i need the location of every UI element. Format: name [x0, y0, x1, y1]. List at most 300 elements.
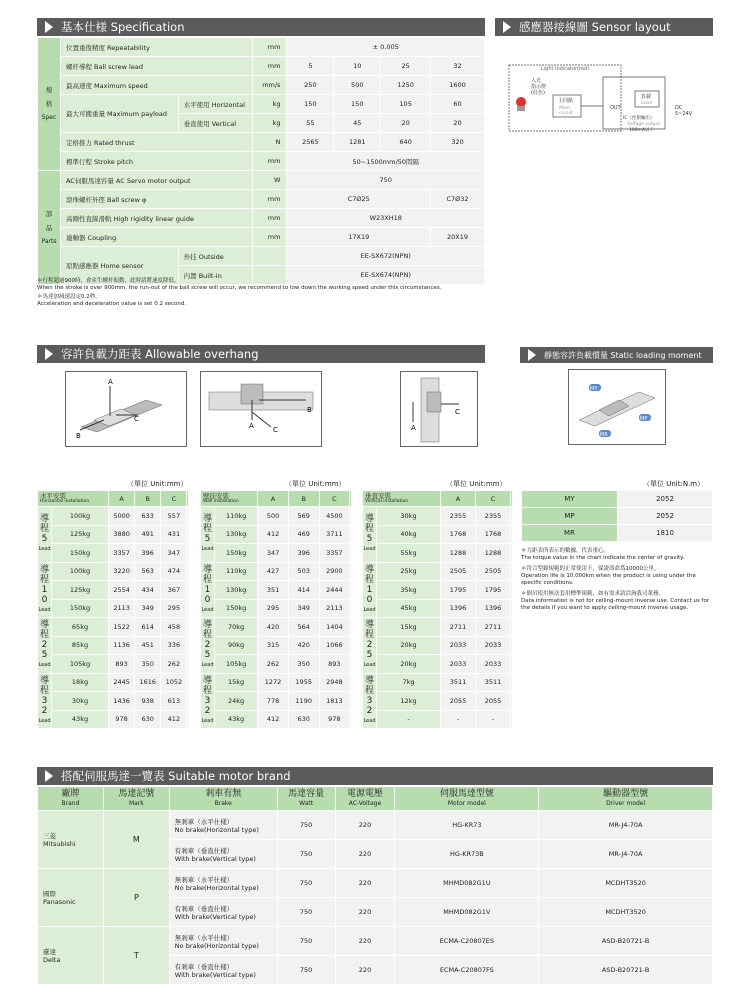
value-cell: 1795	[441, 581, 476, 600]
load-cell: 150kg	[52, 599, 109, 618]
overhang-row	[201, 618, 352, 637]
spec-value: 105	[381, 95, 431, 114]
overhang-row	[363, 562, 513, 581]
sensor-light-label: Light indicator(red)	[541, 66, 590, 72]
value-cell: 295	[161, 599, 187, 618]
overhang-spacer	[350, 581, 352, 600]
unit-label-4: （單位 Unit:N.m）	[643, 480, 705, 488]
brake-cell: 無剎車（水平仕樣） No brake(Horizontal type)	[169, 927, 277, 956]
svg-text:指示燈: 指示燈	[531, 84, 547, 90]
spec-value: 20	[431, 114, 485, 133]
load-cell: 100kg	[52, 562, 109, 581]
arrow-icon	[503, 21, 511, 33]
load-cell: 25kg	[377, 562, 441, 581]
svg-text:MP: MP	[640, 416, 648, 422]
motor-col-head: 驅動器型號 Driver model	[539, 787, 713, 811]
value-cell: 458	[161, 618, 187, 637]
value-cell: 336	[161, 636, 187, 655]
spec-label: 滾珠螺杆外徑 Ball screw φ	[60, 190, 252, 209]
value-cell: 563	[135, 562, 161, 581]
value-cell: 3880	[109, 525, 135, 544]
value-cell: 2445	[109, 673, 135, 692]
value-cell: 396	[288, 544, 319, 563]
value-cell: 614	[135, 618, 161, 637]
load-cell: 110kg	[215, 507, 258, 526]
brake-cell: 有剎車（垂直仕樣） With brake(Vertical type)	[169, 898, 277, 927]
overhang-col-head: C	[319, 491, 350, 507]
value-cell: 893	[109, 655, 135, 674]
overhang-row	[363, 710, 513, 729]
svg-text:C: C	[134, 415, 139, 423]
spec-label: 螺杆導程 Ball screw lead	[60, 57, 252, 76]
static-row	[522, 508, 713, 525]
spec-side-label: 規 格 Spec	[38, 38, 61, 171]
lead-label: 導 程 5 Lead	[363, 507, 377, 563]
static-row	[522, 525, 713, 542]
overhang-head-row	[201, 491, 352, 507]
overhang-row	[363, 655, 513, 674]
spec-value: 250	[287, 76, 334, 95]
overhang-spacer	[187, 544, 189, 563]
spec-label: 連軸器 Coupling	[60, 228, 252, 247]
value-cell: 3357	[109, 544, 135, 563]
brake-cell: 有剎車（垂直仕樣） With brake(Vertical type)	[169, 956, 277, 985]
value-cell: 1288	[476, 544, 511, 563]
sensor-diagram	[495, 37, 713, 137]
overhang-spacer	[350, 491, 352, 507]
value-cell: 1616	[135, 673, 161, 692]
spec-label: 最大可搬重量 Maximum payload	[60, 95, 178, 133]
spec-value: 500	[334, 76, 381, 95]
spec-unit: kg	[252, 95, 287, 114]
svg-text:circuit: circuit	[559, 111, 573, 116]
value-cell: 1396	[441, 599, 476, 618]
static-key: MP	[522, 508, 618, 525]
overhang-col-head: A	[441, 491, 476, 507]
arrow-icon	[528, 349, 536, 361]
wall-table	[200, 490, 352, 729]
static-notes: ＊力距表所表示的數據，代表重心。 The torque value in the chart indicate the center of gravity. ＊符合型錄規範的正常使用下，保證壽命爲10000公里。 Operation life is 10,000km when the product is using under the specific conditions. ＊倒吊使用無法套用標準規範，如有需求請洽詢我司業務。 Data information is not for ceiling-mount inverse use. Contact us for the details if you want to apply ceiling-mount inverse usage.	[521, 548, 710, 611]
value-cell: 500	[258, 507, 289, 526]
motor-value: 220	[335, 840, 395, 869]
overhang-header: 容許負載力距表 Allowable overhang	[37, 345, 485, 363]
value-cell: 350	[288, 655, 319, 674]
motor-value: 220	[335, 811, 395, 840]
overhang-row	[201, 525, 352, 544]
value-cell: 978	[319, 710, 350, 729]
unit-label-1: （單位 Unit:mm）	[127, 480, 188, 488]
overhang-row	[201, 673, 352, 692]
value-cell: 262	[258, 655, 289, 674]
overhang-row	[201, 562, 352, 581]
spec-value: 20	[381, 114, 431, 133]
overhang-row	[363, 636, 513, 655]
value-cell: 978	[109, 710, 135, 729]
value-cell: 2948	[319, 673, 350, 692]
overhang-row	[38, 692, 189, 711]
spec-label: AC伺服馬達容量 AC Servo motor output	[60, 171, 252, 190]
overhang-row	[38, 581, 189, 600]
overhang-row	[201, 581, 352, 600]
value-cell: 3357	[319, 544, 350, 563]
overhang-row	[38, 544, 189, 563]
value-cell: 469	[288, 525, 319, 544]
motor-value: 220	[335, 898, 395, 927]
load-cell: 130kg	[215, 525, 258, 544]
spec-sublabel: 垂直使用 Vertical	[178, 114, 252, 133]
spec-value: 32	[431, 57, 485, 76]
overhang-col-head: B	[288, 491, 319, 507]
overhang-spacer	[350, 507, 352, 526]
overhang-head: 水平安裝 Horizontal installation	[38, 491, 109, 507]
brand-cell: 三菱 Mitsubishi	[38, 811, 104, 869]
overhang-spacer	[350, 544, 352, 563]
overhang-row	[38, 655, 189, 674]
motor-value: MCDHT3520	[539, 898, 713, 927]
load-cell: 105kg	[215, 655, 258, 674]
svg-text:負載: 負載	[641, 94, 652, 100]
svg-text:DC: DC	[675, 105, 683, 111]
spec-label: 原點感應器 Home sensor	[60, 247, 178, 285]
brand-cell: 國際 Panasonic	[38, 869, 104, 927]
value-cell: 2033	[476, 636, 511, 655]
overhang-spacer	[350, 562, 352, 581]
value-cell: 557	[161, 507, 187, 526]
svg-text:Voltage output: Voltage output	[627, 122, 661, 127]
static-value: 2052	[618, 508, 713, 525]
overhang-row	[201, 710, 352, 729]
overhang-spacer	[187, 507, 189, 526]
spec-unit	[252, 247, 287, 266]
overhang-spacer	[187, 562, 189, 581]
value-cell: 630	[135, 710, 161, 729]
overhang-col-head: B	[135, 491, 161, 507]
motor-header: 搭配伺服馬達一覽表 Suitable motor brand	[37, 767, 713, 785]
spec-value: ± 0.005	[287, 38, 485, 57]
spec-value: 45	[334, 114, 381, 133]
overhang-spacer	[510, 599, 512, 618]
static-row	[522, 491, 713, 508]
overhang-row	[363, 673, 513, 692]
spec-value: 25	[381, 57, 431, 76]
motor-table	[37, 786, 713, 985]
overhang-spacer	[187, 636, 189, 655]
motor-value: 220	[335, 927, 395, 956]
motor-value: MHMD082G1V	[395, 898, 539, 927]
spec-notes: ＊行程超過900時，會產生螺杆振動，此時請將速度降低。 When the stroke is over 900mm, the run-out of the ball screw will occur, we recommend to low down the working speed under this circumstances. ＊馬達加減速設定0.2秒。 Acceleration and deceleration value is set 0.2 second.	[37, 278, 442, 307]
overhang-row	[363, 525, 513, 544]
svg-text:Main: Main	[559, 106, 570, 111]
overhang-spacer	[350, 655, 352, 674]
overhang-spacer	[187, 710, 189, 729]
overhang-spacer	[350, 636, 352, 655]
wall-diagram	[200, 371, 322, 447]
value-cell: 613	[161, 692, 187, 711]
spec-value: 320	[431, 133, 485, 152]
value-cell: 5000	[109, 507, 135, 526]
overhang-row	[363, 544, 513, 563]
lead-label: 導 程 5 Lead	[201, 507, 215, 563]
value-cell: 3220	[109, 562, 135, 581]
brake-cell: 無剎車（水平仕樣） No brake(Horizontal type)	[169, 811, 277, 840]
motor-value: 750	[277, 898, 335, 927]
svg-text:IC（控制輸出）: IC（控制輸出）	[623, 116, 655, 121]
overhang-spacer	[510, 692, 512, 711]
spec-unit: mm	[252, 190, 287, 209]
value-cell: 1136	[109, 636, 135, 655]
value-cell: 2033	[441, 655, 476, 674]
overhang-spacer	[187, 673, 189, 692]
value-cell: 1404	[319, 618, 350, 637]
brake-cell: 有剎車（垂直仕樣） With brake(Vertical type)	[169, 840, 277, 869]
value-cell: 2033	[476, 655, 511, 674]
motor-value: 750	[277, 840, 335, 869]
spec-value: 640	[381, 133, 431, 152]
load-cell: 7kg	[377, 673, 441, 692]
spec-unit: mm	[252, 57, 287, 76]
load-cell: 125kg	[52, 525, 109, 544]
overhang-spacer	[350, 525, 352, 544]
motor-row	[38, 869, 713, 898]
load-cell: 35kg	[377, 581, 441, 600]
overhang-col-head: A	[258, 491, 289, 507]
value-cell: 1768	[441, 525, 476, 544]
load-cell: 40kg	[377, 525, 441, 544]
lead-label: 導 程 2 5 Lead	[201, 618, 215, 674]
svg-text:(紅色): (紅色)	[531, 90, 545, 96]
spec-unit: kg	[252, 114, 287, 133]
spec-value: C7Ø32	[431, 190, 485, 209]
spec-row	[38, 247, 485, 266]
vertical-diagram	[400, 371, 478, 447]
motor-value: MR-J4-70A	[539, 811, 713, 840]
motor-value: MCDHT3520	[539, 869, 713, 898]
spec-row	[38, 190, 485, 209]
load-cell: 20kg	[377, 636, 441, 655]
static-value: 2052	[618, 491, 713, 508]
arrow-icon	[45, 21, 53, 33]
overhang-head-row	[38, 491, 189, 507]
arrow-icon	[45, 348, 53, 360]
spec-value: 2565	[287, 133, 334, 152]
spec-label: 最高速度 Maximum speed	[60, 76, 252, 95]
value-cell: 420	[288, 636, 319, 655]
motor-value: 750	[277, 869, 335, 898]
lead-label: 導 程 3 2 Lead	[201, 673, 215, 729]
overhang-row	[363, 599, 513, 618]
load-cell: 18kg	[52, 673, 109, 692]
load-cell: 12kg	[377, 692, 441, 711]
spec-row	[38, 209, 485, 228]
overhang-spacer	[350, 710, 352, 729]
motor-col-head: 馬達容量 Watt	[277, 787, 335, 811]
spec-unit: mm	[252, 38, 287, 57]
overhang-spacer	[510, 710, 512, 729]
motor-row	[38, 811, 713, 840]
overhang-row	[201, 655, 352, 674]
value-cell: 414	[288, 581, 319, 600]
spec-label: 標準行程 Stroke pitch	[60, 152, 252, 171]
value-cell: 1190	[288, 692, 319, 711]
overhang-row	[363, 507, 513, 526]
svg-text:MY: MY	[590, 386, 598, 392]
static-table	[521, 490, 713, 542]
overhang-row	[38, 599, 189, 618]
value-cell: 347	[258, 544, 289, 563]
spec-row	[38, 152, 485, 171]
value-cell: 2711	[441, 618, 476, 637]
value-cell: 347	[161, 544, 187, 563]
value-cell: 1768	[476, 525, 511, 544]
motor-value: HG-KR73B	[395, 840, 539, 869]
spec-value: 5	[287, 57, 334, 76]
value-cell: 2505	[476, 562, 511, 581]
load-cell: -	[377, 710, 441, 729]
load-cell: 130kg	[215, 581, 258, 600]
lead-label: 導 程 2 5 Lead	[38, 618, 52, 674]
value-cell: 4500	[319, 507, 350, 526]
spec-value: 60	[431, 95, 485, 114]
load-cell: 43kg	[52, 710, 109, 729]
svg-text:A: A	[108, 378, 113, 386]
svg-text:A: A	[411, 424, 416, 432]
svg-text:Load: Load	[641, 101, 652, 106]
spec-value: W23XH18	[287, 209, 485, 228]
svg-text:OUT: OUT	[610, 105, 621, 111]
value-cell: 503	[288, 562, 319, 581]
value-cell: 564	[288, 618, 319, 637]
spec-value: C7Ø25	[287, 190, 431, 209]
value-cell: 778	[258, 692, 289, 711]
overhang-spacer	[187, 491, 189, 507]
value-cell: 427	[258, 562, 289, 581]
motor-value: HG-KR73	[395, 811, 539, 840]
spec-unit: N	[252, 133, 287, 152]
load-cell: 15kg	[377, 618, 441, 637]
led-icon	[516, 97, 526, 107]
svg-text:5~24V: 5~24V	[675, 111, 693, 117]
spec-value: 1250	[381, 76, 431, 95]
spec-label: 高剛性直線滑軌 High rigidity linear guide	[60, 209, 252, 228]
overhang-head: 壁挂安裝 Wall installation	[201, 491, 258, 507]
overhang-row	[38, 673, 189, 692]
overhang-row	[38, 636, 189, 655]
load-cell: 125kg	[52, 581, 109, 600]
overhang-row	[201, 636, 352, 655]
overhang-spacer	[187, 599, 189, 618]
value-cell: 3511	[441, 673, 476, 692]
brand-cell: 臺達 Delta	[38, 927, 104, 985]
overhang-spacer	[510, 655, 512, 674]
overhang-spacer	[350, 673, 352, 692]
spec-value: 750	[287, 171, 485, 190]
unit-label-3: （單位 Unit:mm）	[446, 480, 507, 488]
value-cell: 1955	[288, 673, 319, 692]
load-cell: 100kg	[52, 507, 109, 526]
arrow-icon	[45, 770, 53, 782]
value-cell: 569	[288, 507, 319, 526]
value-cell: 1066	[319, 636, 350, 655]
value-cell: 412	[258, 710, 289, 729]
value-cell: 1272	[258, 673, 289, 692]
moment-diagram	[568, 369, 666, 445]
motor-col-head: 廠牌 Brand	[38, 787, 104, 811]
value-cell: 2554	[109, 581, 135, 600]
overhang-row	[38, 507, 189, 526]
spec-header: 基本仕様 Specification	[37, 18, 485, 36]
horizontal-diagram	[65, 371, 187, 447]
value-cell: 474	[161, 562, 187, 581]
overhang-row	[38, 525, 189, 544]
motor-value: 750	[277, 811, 335, 840]
spec-row	[38, 38, 485, 57]
motor-col-head: 剎車有無 Brake	[169, 787, 277, 811]
value-cell: 350	[135, 655, 161, 674]
overhang-spacer	[187, 692, 189, 711]
load-cell: 70kg	[215, 618, 258, 637]
overhang-row	[201, 599, 352, 618]
mark-cell: P	[103, 869, 169, 927]
overhang-spacer	[510, 525, 512, 544]
overhang-spacer	[510, 673, 512, 692]
overhang-head-row	[363, 491, 513, 507]
value-cell: 3511	[476, 673, 511, 692]
value-cell: 2113	[109, 599, 135, 618]
overhang-spacer	[510, 491, 512, 507]
value-cell: 431	[161, 525, 187, 544]
value-cell: 1436	[109, 692, 135, 711]
value-cell: 1795	[476, 581, 511, 600]
brake-cell: 無剎車（水平仕樣） No brake(Horizontal type)	[169, 869, 277, 898]
value-cell: 315	[258, 636, 289, 655]
mark-cell: M	[103, 811, 169, 869]
motor-value: ASD-B20721-B	[539, 956, 713, 985]
mark-cell: T	[103, 927, 169, 985]
motor-col-head: 馬達記號 Mark	[103, 787, 169, 811]
spec-value: 150	[334, 95, 381, 114]
motor-value: ASD-B20721-B	[539, 927, 713, 956]
load-cell: 105kg	[52, 655, 109, 674]
motor-value: ECMA-C20807FS	[395, 956, 539, 985]
overhang-row	[363, 692, 513, 711]
value-cell: 893	[319, 655, 350, 674]
value-cell: 2055	[441, 692, 476, 711]
overhang-row	[201, 692, 352, 711]
motor-value: MHMD082G1U	[395, 869, 539, 898]
value-cell: 1288	[441, 544, 476, 563]
value-cell: 1522	[109, 618, 135, 637]
value-cell: 1813	[319, 692, 350, 711]
overhang-spacer	[510, 544, 512, 563]
overhang-spacer	[187, 655, 189, 674]
value-cell: 938	[135, 692, 161, 711]
lead-label: 導 程 1 0 Lead	[201, 562, 215, 618]
horizontal-table	[37, 490, 189, 729]
spec-row	[38, 133, 485, 152]
overhang-spacer	[187, 525, 189, 544]
value-cell: 2900	[319, 562, 350, 581]
spec-sublabel: 外挂 Outside	[178, 247, 252, 266]
value-cell: 451	[135, 636, 161, 655]
value-cell: 2355	[476, 507, 511, 526]
value-cell: 491	[135, 525, 161, 544]
svg-text:主回路: 主回路	[558, 98, 574, 104]
overhang-col-head: C	[476, 491, 511, 507]
spec-value: 17X19	[287, 228, 431, 247]
motor-value: 220	[335, 869, 395, 898]
svg-text:100mA以下: 100mA以下	[629, 128, 655, 133]
svg-text:A: A	[249, 422, 254, 430]
